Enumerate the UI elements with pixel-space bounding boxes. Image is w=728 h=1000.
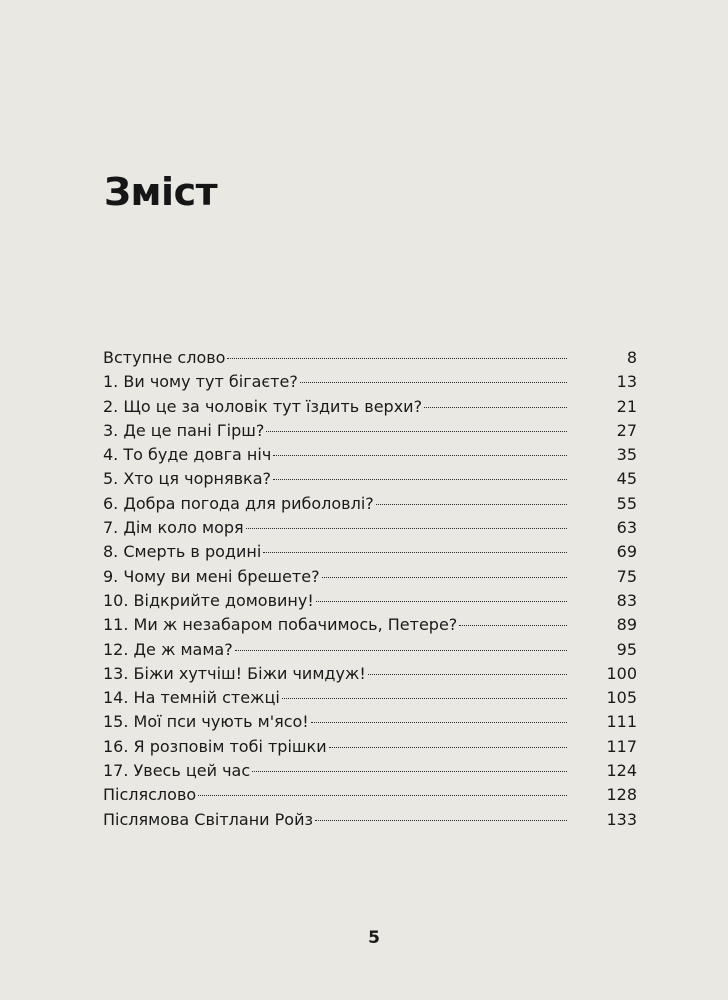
toc-entry-page: 128	[606, 785, 637, 805]
toc-entry-title: 5. Хто ця чорнявка?	[103, 469, 271, 489]
toc-entry-title: Вступне слово	[103, 348, 226, 367]
toc-entry	[103, 759, 637, 783]
toc-entry-page: 69	[616, 542, 637, 562]
toc-entry	[103, 662, 637, 686]
toc-entry-page: 13	[616, 372, 637, 392]
toc-entry-page: 55	[616, 493, 637, 513]
toc-entry	[103, 710, 637, 734]
toc-entry	[103, 565, 637, 589]
toc-entry-page: 105	[606, 688, 637, 708]
dot-leader	[273, 479, 567, 480]
toc-entry	[103, 443, 637, 467]
toc-entry-title: Післяслово	[103, 785, 197, 805]
toc-entry-page: 117	[606, 736, 637, 756]
toc-entry-page: 89	[616, 615, 637, 635]
toc-entry-title: 15. Мої пси чують м'ясо!	[103, 712, 309, 732]
toc-entry-page: 45	[616, 469, 637, 489]
toc-entry-title: 12. Де ж мама?	[103, 639, 233, 659]
toc-entry-title: 9. Чому ви мені брешете?	[103, 566, 320, 586]
dot-leader	[282, 698, 567, 699]
dot-leader	[300, 382, 567, 383]
toc-entry	[103, 492, 637, 516]
toc-entry	[103, 346, 637, 370]
table-of-contents	[103, 346, 637, 832]
toc-entry-page: 63	[616, 518, 637, 538]
toc-entry-page: 111	[606, 712, 637, 732]
toc-entry	[103, 395, 637, 419]
toc-entry-title: 8. Смерть в родині	[103, 542, 262, 562]
dot-leader	[246, 528, 567, 529]
page-title: Зміст	[104, 170, 218, 214]
toc-entry-page: 75	[616, 566, 637, 586]
dot-leader	[329, 747, 567, 748]
dot-leader	[198, 795, 567, 796]
toc-entry-title: 17. Увесь цей час	[103, 761, 251, 781]
toc-entry	[103, 638, 637, 662]
toc-entry-title: 4. То буде довга ніч	[103, 445, 272, 465]
toc-entry-title: 16. Я розповім тобі трішки	[103, 736, 327, 756]
toc-entry-title: 11. Ми ж незабаром побачимось, Петере?	[103, 615, 458, 635]
toc-entry-page: 95	[616, 639, 637, 659]
toc-entry-page: 83	[616, 590, 637, 610]
dot-leader	[235, 650, 567, 651]
dot-leader	[315, 820, 567, 821]
toc-entry	[103, 516, 637, 540]
toc-entry-title: 1. Ви чому тут бігаєте?	[103, 372, 298, 392]
toc-entry-title: 2. Що це за чоловік тут їздить верхи?	[103, 396, 423, 416]
dot-leader	[311, 722, 567, 723]
toc-entry-page: 8	[626, 348, 637, 367]
toc-entry-title: 13. Біжи хутчіш! Біжи чимдуж!	[103, 663, 366, 683]
toc-entry	[103, 735, 637, 759]
toc-entry	[103, 370, 637, 394]
toc-entry	[103, 808, 637, 832]
dot-leader	[424, 407, 567, 408]
toc-entry-title: 6. Добра погода для риболовлі?	[103, 493, 374, 513]
toc-entry-page: 100	[606, 663, 637, 683]
toc-entry-title: 14. На темній стежці	[103, 688, 280, 708]
toc-entry-page: 21	[616, 396, 637, 416]
toc-entry-title: 7. Дім коло моря	[103, 518, 244, 538]
toc-entry-title: 10. Відкрийте домовину!	[103, 590, 314, 610]
toc-entry-page: 124	[606, 761, 637, 781]
dot-leader	[376, 504, 567, 505]
toc-entry-title: 3. Де це пані Гірш?	[103, 420, 265, 440]
dot-leader	[266, 431, 567, 432]
page-number: 5	[368, 928, 380, 948]
dot-leader	[252, 771, 567, 772]
toc-entry	[103, 467, 637, 491]
toc-entry	[103, 613, 637, 637]
dot-leader	[322, 577, 567, 578]
toc-entry-page: 27	[616, 420, 637, 440]
dot-leader	[368, 674, 567, 675]
dot-leader	[273, 455, 567, 456]
dot-leader	[459, 625, 567, 626]
toc-entry	[103, 686, 637, 710]
toc-entry	[103, 783, 637, 807]
toc-entry-page: 133	[606, 809, 637, 829]
toc-entry-title: Післямова Світлани Ройз	[103, 809, 313, 829]
dot-leader	[316, 601, 567, 602]
toc-entry	[103, 540, 637, 564]
dot-leader	[227, 358, 567, 359]
toc-entry	[103, 419, 637, 443]
toc-entry	[103, 589, 637, 613]
toc-entry-page: 35	[616, 445, 637, 465]
dot-leader	[263, 552, 567, 553]
